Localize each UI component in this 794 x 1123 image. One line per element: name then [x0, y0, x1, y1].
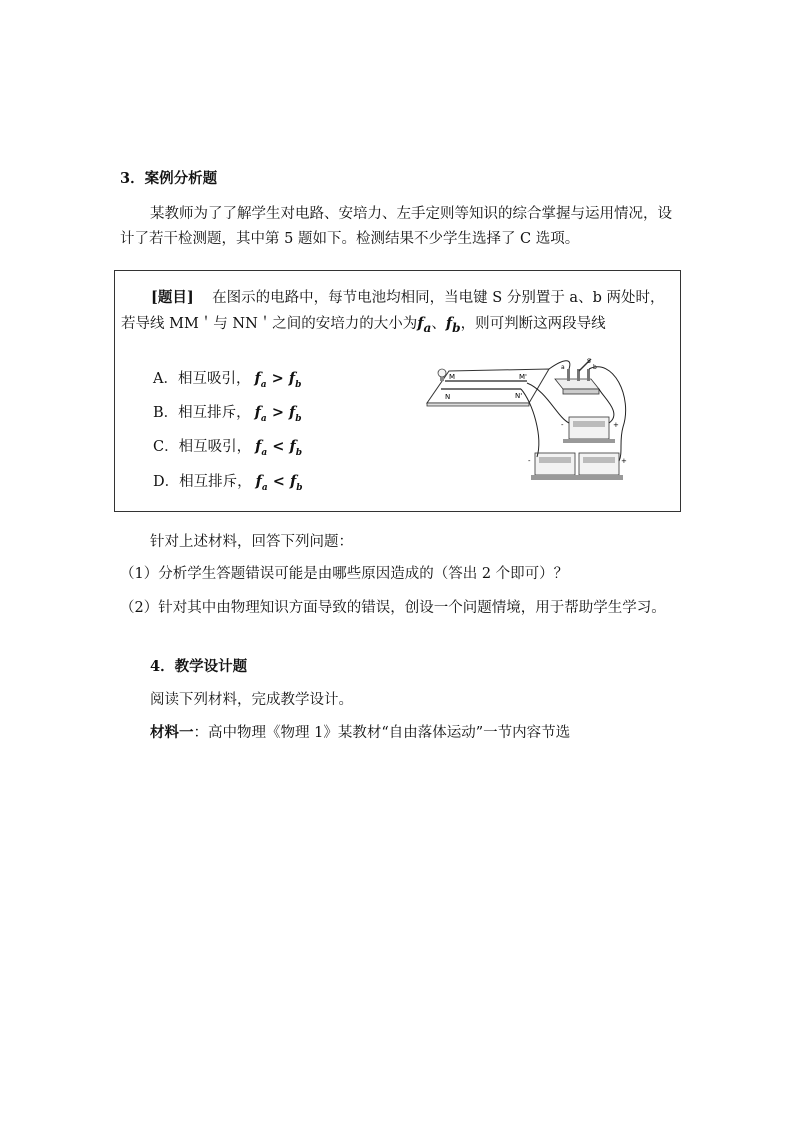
label-n: N [445, 393, 451, 401]
formula-fa: $f_a$ [417, 315, 432, 335]
label-minus-top: - [561, 421, 564, 429]
problem-tag: [题目] [151, 289, 194, 306]
stem-mid: 、 [431, 316, 446, 332]
section-3-heading: 3．案例分析题 [120, 170, 218, 187]
stem-after: ，则可判断这两段导线 [460, 316, 606, 332]
option-b: B．相互排斥， $f_a > f_b$ [153, 404, 302, 424]
problem-stem [121, 285, 673, 341]
section-4-heading: 4．教学设计题 [150, 658, 248, 675]
stem-before: 在图示的电路中，每节电池均相同，当电键 S 分别置于 a、b 两处时，若导线 MM＇与 NN＇之间的安培力的大小为 [121, 290, 665, 332]
option-d: D．相互排斥， $f_a < f_b$ [153, 473, 303, 493]
battery-left [535, 453, 575, 475]
material-label: 材料一 [150, 724, 194, 741]
bulb-icon [438, 369, 446, 377]
material-text: ：高中物理《物理 1》某教材“自由落体运动”一节内容节选 [193, 725, 571, 741]
material-line [120, 720, 680, 746]
label-plus-top: + [613, 421, 619, 429]
label-minus-left: - [528, 457, 531, 465]
label-m2: M' [519, 373, 527, 381]
label-m: M [449, 373, 456, 381]
section-3-intro: 某教师为了了解学生对电路、安培力、左手定则等知识的综合掌握与运用情况，设计了若干检测题，其中第 5 题如下。检测结果不少学生选择了 C 选项。 [120, 206, 672, 247]
questions-lead: 针对上述材料，回答下列问题： [150, 534, 353, 550]
option-a: A．相互吸引， $f_a > f_b$ [153, 370, 302, 390]
label-plus-right: + [621, 457, 627, 465]
section-4-intro: 阅读下列材料，完成教学设计。 [150, 692, 353, 708]
label-a: a [561, 364, 565, 371]
label-n2: N' [515, 392, 523, 400]
problem-box [114, 270, 681, 512]
question-2: （2）针对其中由物理知识方面导致的错误，创设一个问题情境，用于帮助学生学习。 [120, 600, 666, 616]
label-b: b [593, 364, 597, 371]
formula-fb: $f_b$ [445, 315, 461, 335]
option-c: C．相互吸引， $f_a < f_b$ [153, 438, 303, 458]
battery-top [569, 417, 609, 439]
label-s: S [587, 358, 591, 365]
circuit-diagram [423, 357, 643, 495]
question-1: （1）分析学生答题错误可能是由哪些原因造成的（答出 2 个即可）？ [120, 566, 569, 582]
battery-right [579, 453, 619, 475]
